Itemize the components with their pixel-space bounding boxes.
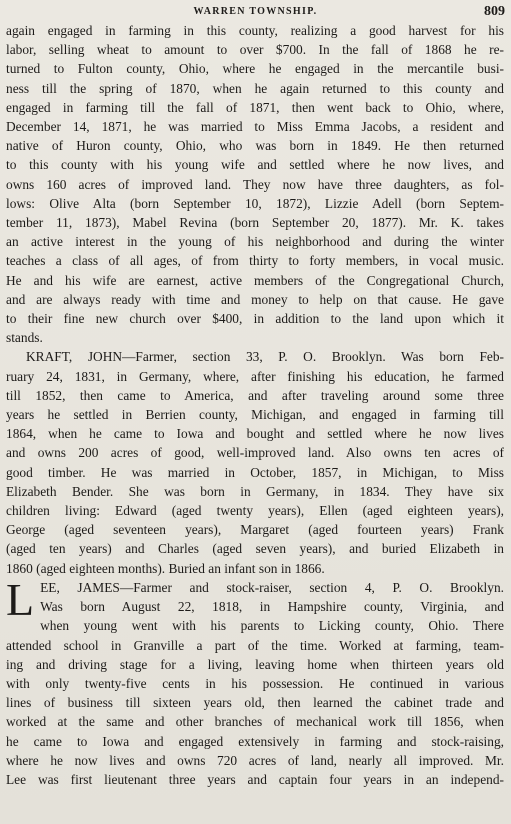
text-line: where he now lives and owns 720 acres of land, nearly all improved. Mr.: [6, 752, 504, 768]
page-header: [0, 4, 511, 22]
text-line: Lee was first lieutenant three years and captain four years in an independ-: [6, 771, 504, 787]
text-line: KRAFT, JOHN—Farmer, section 33, P. O. Brooklyn. Was born Feb-: [26, 349, 504, 365]
text-line: stands.: [6, 330, 43, 346]
biography-kraft-john: [6, 347, 504, 577]
text-line: when young went with his parents to Licking county, Ohio. There: [40, 618, 504, 634]
text-line: and owns 200 acres of good, well-improved land. Also owns ten acres of: [6, 445, 504, 461]
text-line: (aged ten years) and Charles (aged seven years), and buried Elizabeth in: [6, 541, 504, 557]
biography-lee-james: [6, 573, 504, 789]
text-line: native of Huron county, Ohio, who was born in 1849. He then returned: [6, 138, 504, 154]
page-body: [6, 21, 504, 789]
text-line: again engaged in farming in this county, realizing a good harvest for his: [6, 23, 504, 38]
text-line: worked at the same and other branches of mechanical work till 1856, when: [6, 714, 504, 730]
running-title: WARREN TOWNSHIP.: [193, 6, 318, 17]
text-line: tember 11, 1873), Mabel Revina (born September 20, 1877). Mr. K. takes: [6, 215, 504, 231]
text-line: children living: Edward (aged twenty years), Ellen (aged eighteen years),: [6, 503, 504, 519]
text-line: an active interest in the young of his neighborhood and during the winter: [6, 234, 504, 250]
text-line: good timber. He was married in October, 1857, in Michigan, to Miss: [6, 464, 504, 480]
text-line: lines of business till sixteen years old, then learned the cabinet trade and: [6, 695, 504, 711]
page-number: 809: [484, 4, 505, 19]
drop-cap: L: [6, 573, 35, 625]
text-line: EE, JAMES—Farmer and stock-raiser, section 4, P. O. Brooklyn.: [40, 579, 504, 595]
paragraph-continuation: [6, 21, 504, 347]
text-line: with only twenty-five cents in his possession. He continued in various: [6, 675, 504, 691]
text-line: George (aged seventeen years), Margaret (aged fourteen years) Frank: [6, 522, 504, 538]
text-line: to their fine new church over $400, in addition to the land upon which it: [6, 311, 504, 327]
text-line: to this county with his young wife and settled where he now lives, and: [6, 157, 504, 173]
text-line: He and his wife are earnest, active members of the Congregational Church,: [6, 272, 504, 288]
text-line: December 14, 1871, he was married to Miss Emma Jacobs, a resident and: [6, 119, 504, 135]
text-line: turned to Fulton county, Ohio, where he engaged in the mercantile busi-: [6, 61, 504, 77]
text-line: 1860 (aged eighteen months). Buried an infant son in 1866.: [6, 560, 325, 576]
text-line: attended school in Granville a part of the time. Worked at farming, team-: [6, 637, 504, 653]
text-line: ruary 24, 1831, in Germany, where, after finishing his education, he farmed: [6, 368, 504, 384]
text-line: owns 160 acres of improved land. They now have three daughters, as fol-: [6, 176, 504, 192]
text-line: and are always ready with time and money to help on that cause. He gave: [6, 291, 504, 307]
text-line: Was born August 22, 1818, in Hampshire county, Virginia, and: [40, 599, 504, 615]
text-line: teaches a class of all ages, of from thirty to forty members, in vocal music.: [6, 253, 504, 269]
text-line: lows: Olive Alta (born September 10, 1872), Lizzie Adell (born Septem-: [6, 195, 504, 211]
text-line: years he settled in Berrien county, Michigan, and engaged in farming till: [6, 407, 504, 423]
text-line: he came to Iowa and engaged extensively in farming and stock-raising,: [6, 733, 504, 749]
text-line: ing and driving stage for a living, leaving home when thirteen years old: [6, 656, 504, 672]
text-line: Elizabeth Bender. She was born in Germany, in 1834. They have six: [6, 483, 504, 499]
text-line: 1864, when he came to Iowa and bought and settled where he now lives: [6, 426, 504, 442]
text-line: till 1852, then came to America, and after traveling around some three: [6, 387, 504, 403]
text-line: ness till the spring of 1870, when he again returned to this county and: [6, 80, 504, 96]
text-line: labor, selling wheat to amount to over $700. In the fall of 1868 he re-: [6, 42, 504, 58]
text-line: engaged in farming till the fall of 1871, then went back to Ohio, where,: [6, 99, 504, 115]
